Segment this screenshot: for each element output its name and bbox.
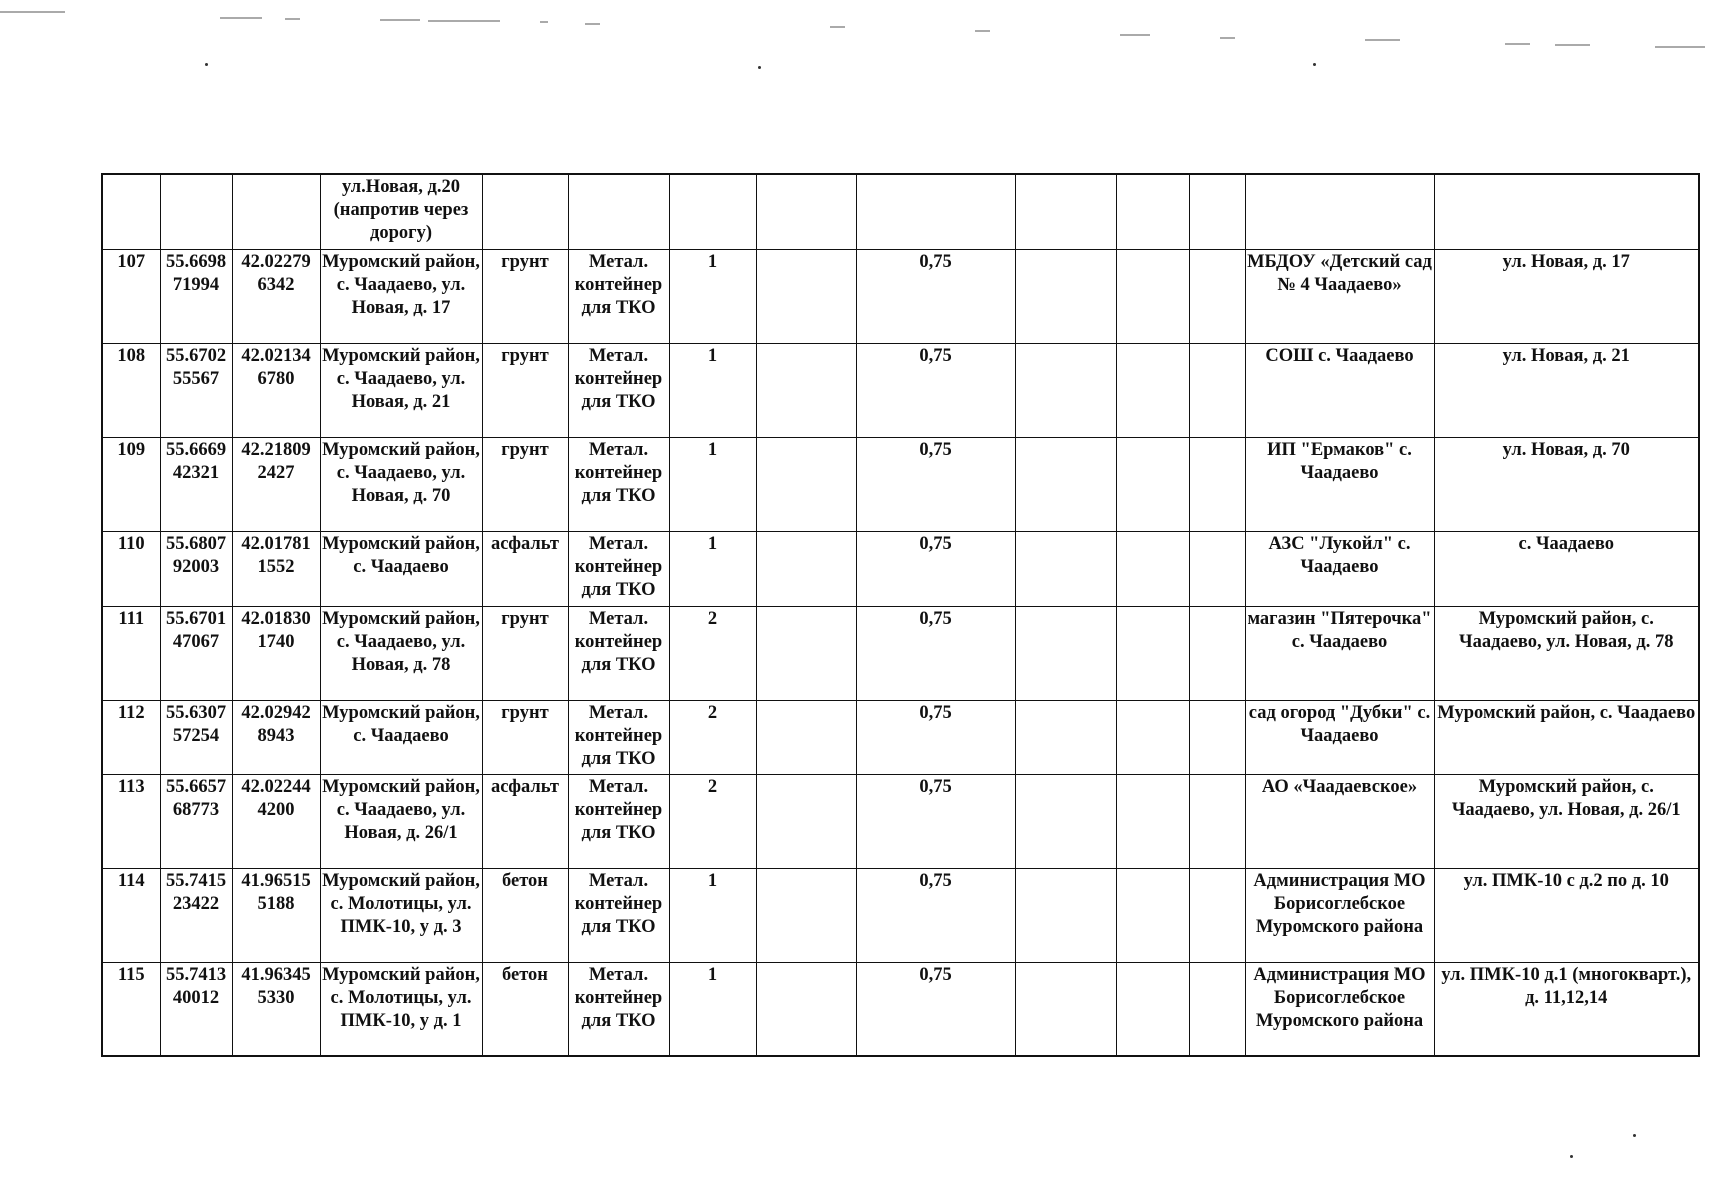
table-row <box>102 174 1699 249</box>
scan-dot <box>1570 1155 1573 1158</box>
surface-cell: грунт <box>482 700 568 774</box>
empty-cell <box>756 437 856 531</box>
volume-cell: 0,75 <box>856 868 1015 962</box>
longitude-cell: 42.21809 2427 <box>232 437 320 531</box>
latitude-cell: 55.6701 47067 <box>160 606 232 700</box>
source-cell: Муромский район, с. Чаадаево, ул. Новая, д. 78 <box>1434 606 1699 700</box>
container-cell: Метал. контейнер для ТКО <box>568 343 669 437</box>
empty-cell <box>756 531 856 606</box>
row-number-cell: 108 <box>102 343 160 437</box>
owner-cell: магазин "Пятерочка" с. Чаадаево <box>1245 606 1434 700</box>
source-cell: ул. Новая, д. 17 <box>1434 249 1699 343</box>
count-cell: 1 <box>669 249 756 343</box>
count-cell <box>669 174 756 249</box>
volume-cell: 0,75 <box>856 606 1015 700</box>
scan-dot <box>1313 63 1316 66</box>
volume-cell <box>856 174 1015 249</box>
empty-cell <box>1116 868 1189 962</box>
row-number-cell: 110 <box>102 531 160 606</box>
table-row <box>102 774 1699 868</box>
latitude-cell <box>160 174 232 249</box>
owner-cell: сад огород "Дубки" с. Чаадаево <box>1245 700 1434 774</box>
owner-cell: АО «Чаадаевское» <box>1245 774 1434 868</box>
empty-cell <box>1116 249 1189 343</box>
row-number-cell: 107 <box>102 249 160 343</box>
address-cell: ул.Новая, д.20 (напротив через дорогу) <box>320 174 482 249</box>
empty-cell <box>1015 531 1116 606</box>
source-cell: Муромский район, с. Чаадаево <box>1434 700 1699 774</box>
empty-cell <box>1015 174 1116 249</box>
row-number-cell: 113 <box>102 774 160 868</box>
volume-cell: 0,75 <box>856 437 1015 531</box>
count-cell: 1 <box>669 437 756 531</box>
container-cell: Метал. контейнер для ТКО <box>568 606 669 700</box>
source-cell: Муромский район, с. Чаадаево, ул. Новая, д. 26/1 <box>1434 774 1699 868</box>
source-cell: с. Чаадаево <box>1434 531 1699 606</box>
empty-cell <box>1015 437 1116 531</box>
empty-cell <box>1116 437 1189 531</box>
scan-dot <box>758 66 761 69</box>
table-row <box>102 249 1699 343</box>
surface-cell: бетон <box>482 962 568 1056</box>
surface-cell <box>482 174 568 249</box>
source-cell: ул. Новая, д. 21 <box>1434 343 1699 437</box>
empty-cell <box>756 868 856 962</box>
source-cell: ул. Новая, д. 70 <box>1434 437 1699 531</box>
empty-cell <box>1116 531 1189 606</box>
empty-cell <box>1189 700 1245 774</box>
address-cell: Муромский район, с. Чаадаево <box>320 700 482 774</box>
count-cell: 1 <box>669 962 756 1056</box>
owner-cell: Администрация МО Борисоглебское Муромского района <box>1245 962 1434 1056</box>
address-cell: Муромский район, с. Чаадаево, ул. Новая, д. 21 <box>320 343 482 437</box>
row-number-cell: 114 <box>102 868 160 962</box>
count-cell: 1 <box>669 343 756 437</box>
owner-cell: СОШ с. Чаадаево <box>1245 343 1434 437</box>
owner-cell: АЗС "Лукойл" с. Чаадаево <box>1245 531 1434 606</box>
table-row <box>102 343 1699 437</box>
scan-dot <box>1633 1134 1636 1137</box>
waste-sites-table <box>101 173 1700 1057</box>
empty-cell <box>1116 962 1189 1056</box>
empty-cell <box>1189 962 1245 1056</box>
longitude-cell: 42.02942 8943 <box>232 700 320 774</box>
latitude-cell: 55.6698 71994 <box>160 249 232 343</box>
empty-cell <box>1015 868 1116 962</box>
owner-cell <box>1245 174 1434 249</box>
container-cell: Метал. контейнер для ТКО <box>568 962 669 1056</box>
address-cell: Муромский район, с. Чаадаево <box>320 531 482 606</box>
empty-cell <box>756 174 856 249</box>
count-cell: 1 <box>669 868 756 962</box>
latitude-cell: 55.7415 23422 <box>160 868 232 962</box>
empty-cell <box>1116 606 1189 700</box>
container-cell <box>568 174 669 249</box>
address-cell: Муромский район, с. Чаадаево, ул. Новая, д. 78 <box>320 606 482 700</box>
longitude-cell: 42.02244 4200 <box>232 774 320 868</box>
longitude-cell: 42.01781 1552 <box>232 531 320 606</box>
address-cell: Муромский район, с. Чаадаево, ул. Новая, д. 70 <box>320 437 482 531</box>
surface-cell: грунт <box>482 606 568 700</box>
scan-artifacts <box>0 0 1712 80</box>
empty-cell <box>1015 606 1116 700</box>
longitude-cell: 42.02279 6342 <box>232 249 320 343</box>
latitude-cell: 55.6702 55567 <box>160 343 232 437</box>
scan-dot <box>205 63 208 66</box>
address-cell: Муромский район, с. Чаадаево, ул. Новая, д. 26/1 <box>320 774 482 868</box>
empty-cell <box>1015 774 1116 868</box>
address-cell: Муромский район, с. Чаадаево, ул. Новая, д. 17 <box>320 249 482 343</box>
table-body <box>102 174 1699 1056</box>
empty-cell <box>756 962 856 1056</box>
latitude-cell: 55.6657 68773 <box>160 774 232 868</box>
empty-cell <box>756 700 856 774</box>
container-cell: Метал. контейнер для ТКО <box>568 437 669 531</box>
volume-cell: 0,75 <box>856 774 1015 868</box>
empty-cell <box>1189 249 1245 343</box>
empty-cell <box>1015 700 1116 774</box>
surface-cell: грунт <box>482 249 568 343</box>
address-cell: Муромский район, с. Молотицы, ул. ПМК-10, у д. 1 <box>320 962 482 1056</box>
volume-cell: 0,75 <box>856 343 1015 437</box>
count-cell: 2 <box>669 606 756 700</box>
owner-cell: ИП "Ермаков" с. Чаадаево <box>1245 437 1434 531</box>
surface-cell: грунт <box>482 343 568 437</box>
empty-cell <box>1015 962 1116 1056</box>
row-number-cell: 109 <box>102 437 160 531</box>
container-cell: Метал. контейнер для ТКО <box>568 774 669 868</box>
count-cell: 1 <box>669 531 756 606</box>
surface-cell: асфальт <box>482 531 568 606</box>
container-cell: Метал. контейнер для ТКО <box>568 700 669 774</box>
empty-cell <box>1116 174 1189 249</box>
row-number-cell <box>102 174 160 249</box>
source-cell <box>1434 174 1699 249</box>
empty-cell <box>1189 868 1245 962</box>
empty-cell <box>1189 774 1245 868</box>
row-number-cell: 115 <box>102 962 160 1056</box>
table-row <box>102 437 1699 531</box>
volume-cell: 0,75 <box>856 531 1015 606</box>
empty-cell <box>756 343 856 437</box>
volume-cell: 0,75 <box>856 700 1015 774</box>
longitude-cell <box>232 174 320 249</box>
table-row <box>102 606 1699 700</box>
container-cell: Метал. контейнер для ТКО <box>568 531 669 606</box>
table-row <box>102 531 1699 606</box>
empty-cell <box>1116 774 1189 868</box>
row-number-cell: 112 <box>102 700 160 774</box>
latitude-cell: 55.6669 42321 <box>160 437 232 531</box>
address-cell: Муромский район, с. Молотицы, ул. ПМК-10, у д. 3 <box>320 868 482 962</box>
longitude-cell: 42.01830 1740 <box>232 606 320 700</box>
volume-cell: 0,75 <box>856 962 1015 1056</box>
count-cell: 2 <box>669 774 756 868</box>
surface-cell: бетон <box>482 868 568 962</box>
longitude-cell: 41.96345 5330 <box>232 962 320 1056</box>
empty-cell <box>1189 606 1245 700</box>
table-row <box>102 868 1699 962</box>
source-cell: ул. ПМК-10 с д.2 по д. 10 <box>1434 868 1699 962</box>
empty-cell <box>1015 343 1116 437</box>
empty-cell <box>1189 343 1245 437</box>
empty-cell <box>1116 700 1189 774</box>
table-row <box>102 700 1699 774</box>
empty-cell <box>1189 531 1245 606</box>
row-number-cell: 111 <box>102 606 160 700</box>
container-cell: Метал. контейнер для ТКО <box>568 868 669 962</box>
empty-cell <box>1189 437 1245 531</box>
owner-cell: Администрация МО Борисоглебское Муромского района <box>1245 868 1434 962</box>
container-cell: Метал. контейнер для ТКО <box>568 249 669 343</box>
source-cell: ул. ПМК-10 д.1 (многокварт.), д. 11,12,14 <box>1434 962 1699 1056</box>
empty-cell <box>756 249 856 343</box>
empty-cell <box>756 774 856 868</box>
longitude-cell: 41.96515 5188 <box>232 868 320 962</box>
count-cell: 2 <box>669 700 756 774</box>
empty-cell <box>1189 174 1245 249</box>
surface-cell: грунт <box>482 437 568 531</box>
surface-cell: асфальт <box>482 774 568 868</box>
empty-cell <box>756 606 856 700</box>
empty-cell <box>1116 343 1189 437</box>
latitude-cell: 55.7413 40012 <box>160 962 232 1056</box>
table-row <box>102 962 1699 1056</box>
latitude-cell: 55.6307 57254 <box>160 700 232 774</box>
longitude-cell: 42.02134 6780 <box>232 343 320 437</box>
empty-cell <box>1015 249 1116 343</box>
latitude-cell: 55.6807 92003 <box>160 531 232 606</box>
volume-cell: 0,75 <box>856 249 1015 343</box>
owner-cell: МБДОУ «Детский сад № 4 Чаадаево» <box>1245 249 1434 343</box>
